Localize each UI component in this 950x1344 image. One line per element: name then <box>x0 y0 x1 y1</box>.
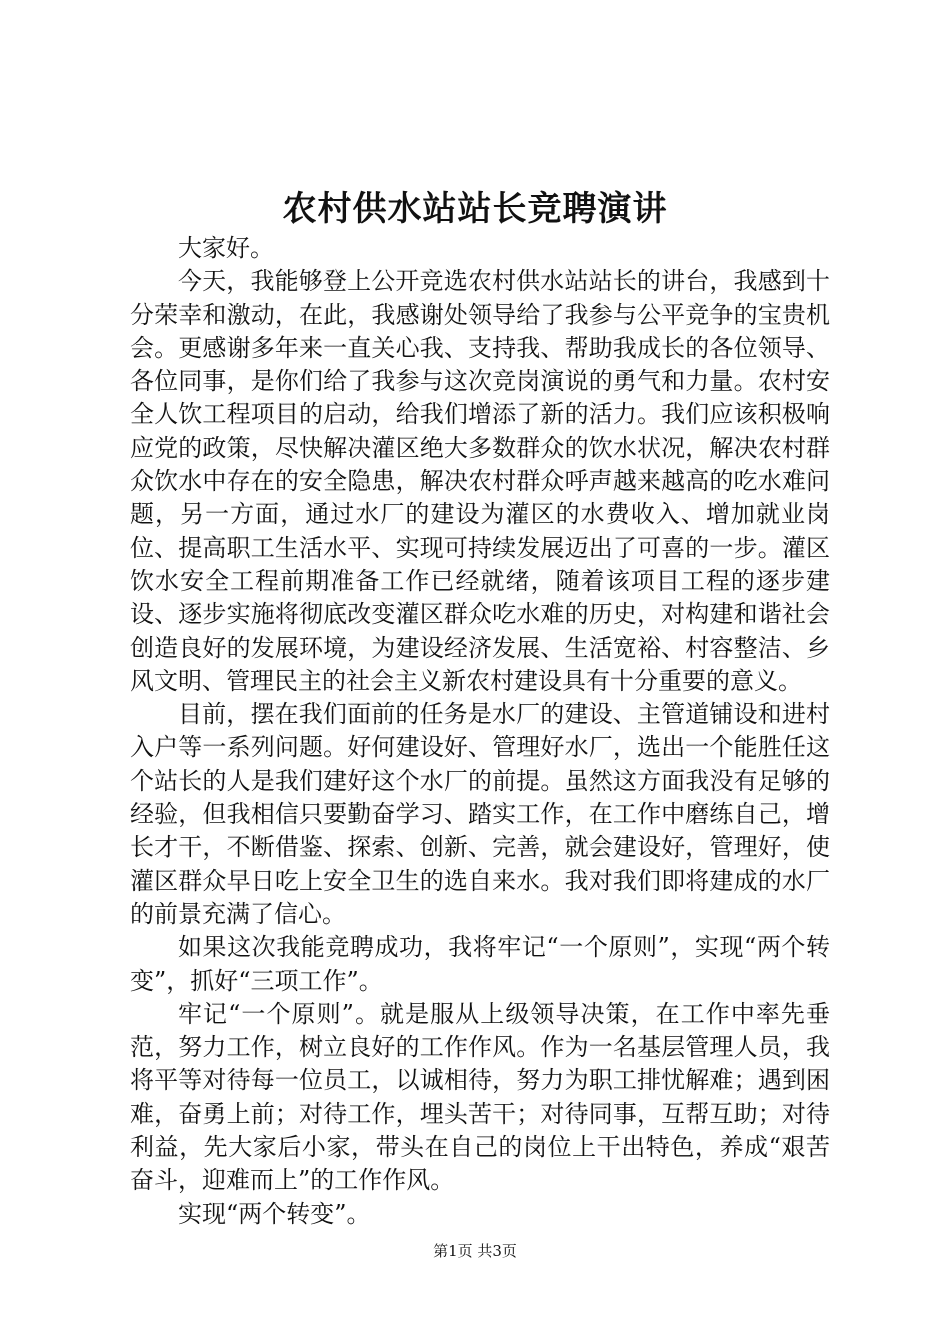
document-body <box>130 232 830 1231</box>
paragraph-one-principle: 牢记“一个原则”。就是服从上级领导决策，在工作中率先垂范，努力工作，树立良好的工作作风。作为一名基层管理人员，我将平等对待每一位员工，以诚相待，努力为职工排忧解难；遇到困难，奋勇上前；对待工作，埋头苦干；对待同事，互帮互助；对待利益，先大家后小家，带头在自己的岗位上干出特色，养成“艰苦奋斗，迎难而上”的工作作风。 <box>130 999 830 1195</box>
paragraph-introduction: 今天，我能够登上公开竞选农村供水站站长的讲台，我感到十分荣幸和激动，在此，我感谢处领导给了我参与公平竞争的宝贵机会。更感谢多年来一直关心我、支持我、帮助我成长的各位领导、各位同事，是你们给了我参与这次竞岗演说的勇气和力量。农村安全人饮工程项目的启动，给我们增添了新的活力。我们应该积极响应党的政策，尽快解决灌区绝大多数群众的饮水状况，解决农村群众饮水中存在的安全隐患，解决农村群众呼声越来越高的吃水难问题，另一方面，通过水厂的建设为灌区的水费收入、增加就业岗位、提高职工生活水平、实现可持续发展迈出了可喜的一步。灌区饮水安全工程前期准备工作已经就绪，随着该项目工程的逐步建设、逐步实施将彻底改变灌区群众吃水难的历史，对构建和谐社会创造良好的发展环境，为建设经济发展、生活宽裕、村容整洁、乡风文明、管理民主的社会主义新农村建设具有十分重要的意义。 <box>130 267 830 695</box>
paragraph-two-changes: 实现“两个转变”。 <box>178 1199 371 1228</box>
document-title: 农村供水站站长竞聘演讲 <box>282 189 668 229</box>
paragraph-commitment: 如果这次我能竞聘成功，我将牢记“一个原则”，实现“两个转变”，抓好“三项工作”。 <box>130 933 830 995</box>
paragraph-greeting: 大家好。 <box>178 234 274 262</box>
page-number-footer: 第1页 共3页 <box>433 1242 517 1260</box>
paragraph-current-task: 目前，摆在我们面前的任务是水厂的建设、主管道铺设和进村入户等一系列问题。好何建设好、管理好水厂，选出一个能胜任这个站长的人是我们建好这个水厂的前提。虽然这方面我没有足够的经验，但我相信只要勤奋学习、踏实工作，在工作中磨练自己，增长才干，不断借鉴、探索、创新、完善，就会建设好，管理好，使灌区群众早日吃上安全卫生的选自来水。我对我们即将建成的水厂的前景充满了信心。 <box>130 700 830 928</box>
